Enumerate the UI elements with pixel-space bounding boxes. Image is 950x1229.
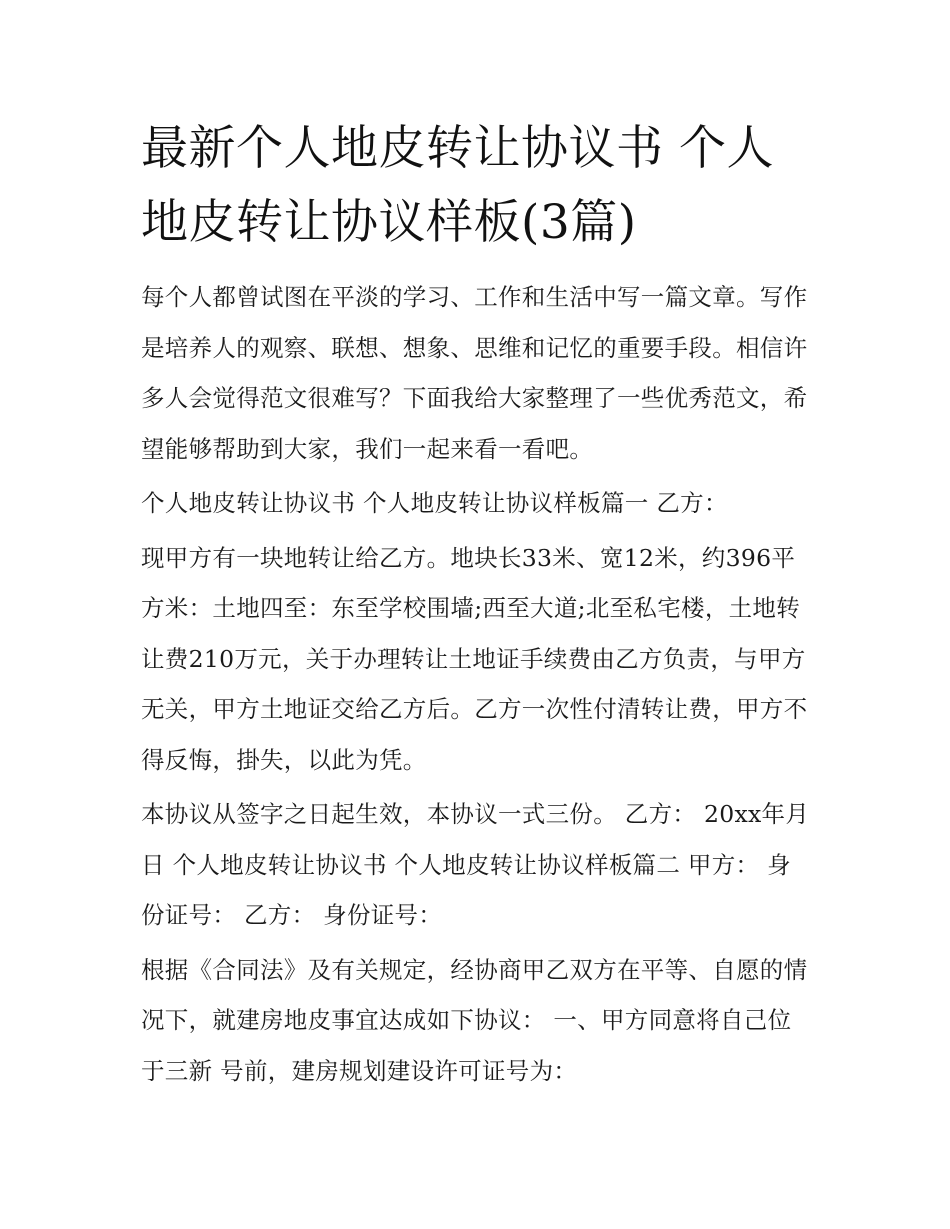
paragraph-section-one-heading: 个人地皮转让协议书 个人地皮转让协议样板篇一 乙方： [141,489,728,517]
paragraph-effective-clause: 本协议从签字之日起生效，本协议一式三份。 乙方： 20xx年月日 个人地皮转让协议书 个人地皮转让协议样板篇二 甲方： 身份证号： 乙方： 身份证号： [141,800,810,929]
paragraph-intro: 每个人都曾试图在平淡的学习、工作和生活中写一篇文章。写作是培养人的观察、联想、想象、思维和记忆的重要手段。相信许多人会觉得范文很难写？下面我给大家整理了一些优秀范文，希望能够帮助到大家，我们一起来看一看吧。 [141,283,808,463]
document-body [141,112,813,1100]
paragraph-contract-basis: 根据《合同法》及有关规定，经协商甲乙双方在平等、自愿的情况下，就建房地皮事宜达成如下协议： 一、甲方同意将自己位于三新 号前，建房规划建设许可证号为： [141,955,808,1085]
paragraph-land-transfer-terms: 现甲方有一块地转让给乙方。地块长33米、宽12米，约396平方米：土地四至：东至学校围墙;西至大道;北至私宅楼，土地转让费210万元，关于办理转让土地证手续费由乙方负责，与甲方无关，甲方土地证交给乙方后。乙方一次性付清转让费，甲方不得反悔，掛失，以此为凭。 [141,543,808,774]
document-title: 最新个人地皮转让协议书 个人地皮转让协议样板(3篇) [141,121,774,250]
